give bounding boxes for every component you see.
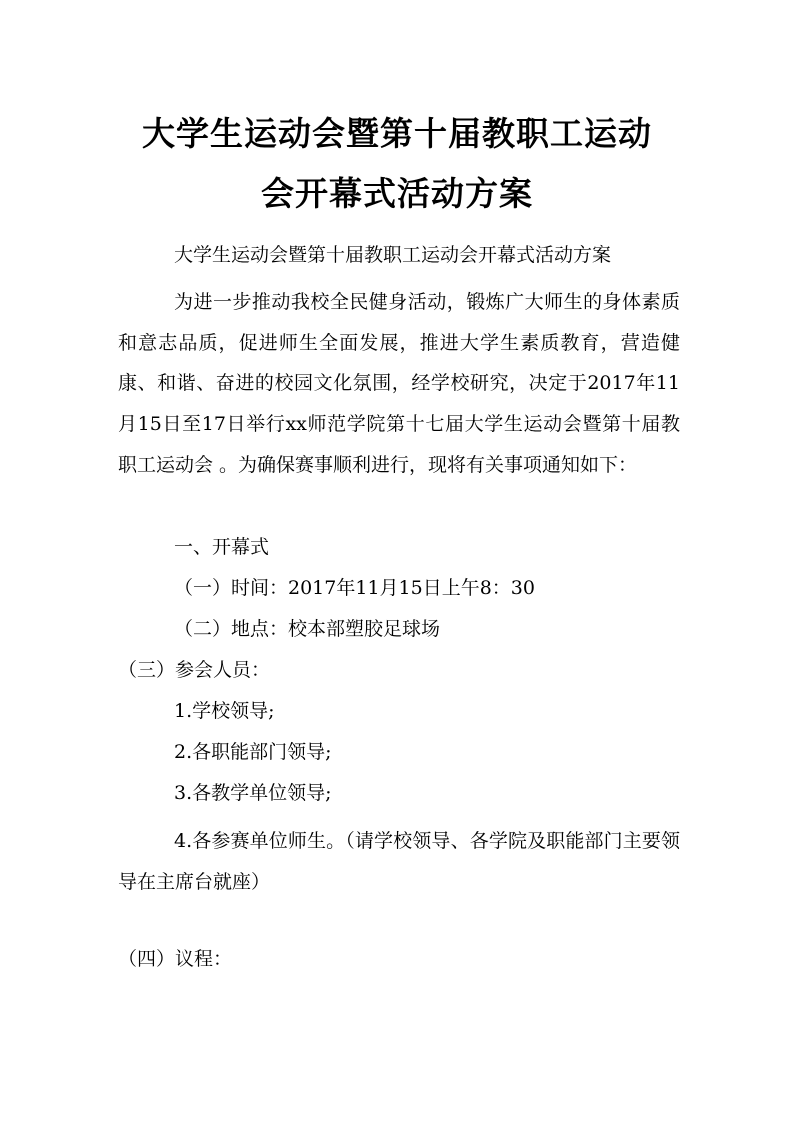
attendee-item-4: 4.各参赛单位师生。（请学校领导、各学院及职能部门主要领导在主席台就座） [118,830,680,893]
section-heading-opening: 一、开幕式 [174,536,270,558]
item-time: （一）时间：2017年11月15日上午8：30 [174,577,535,599]
document-subtitle: 大学生运动会暨第十届教职工运动会开幕式活动方案 [174,244,612,266]
document-title-line-1: 大学生运动会暨第十届教职工运动 [142,114,652,153]
item-attendees: （三）参会人员： [118,659,271,681]
attendee-item-2: 2.各职能部门领导; [174,741,332,763]
item-agenda: （四）议程： [118,948,233,970]
document-title-line-2: 会开幕式活动方案 [261,174,533,213]
item-place: （二）地点：校本部塑胶足球场 [174,618,441,640]
intro-paragraph: 为进一步推动我校全民健身活动，锻炼广大师生的身体素质和意志品质，促进师生全面发展，推进大学生素质教育，营造健康、和谐、奋进的校园文化氛围，经学校研究，决定于2017年11月15日至17日举行xx师范学院第十七届大学生运动会暨第十届教职工运动会 。为确保赛事顺利进行，现将有关事项通知如下： [118,291,680,476]
attendee-item-3: 3.各教学单位领导; [174,782,332,804]
attendee-item-1: 1.学校领导; [174,700,275,722]
